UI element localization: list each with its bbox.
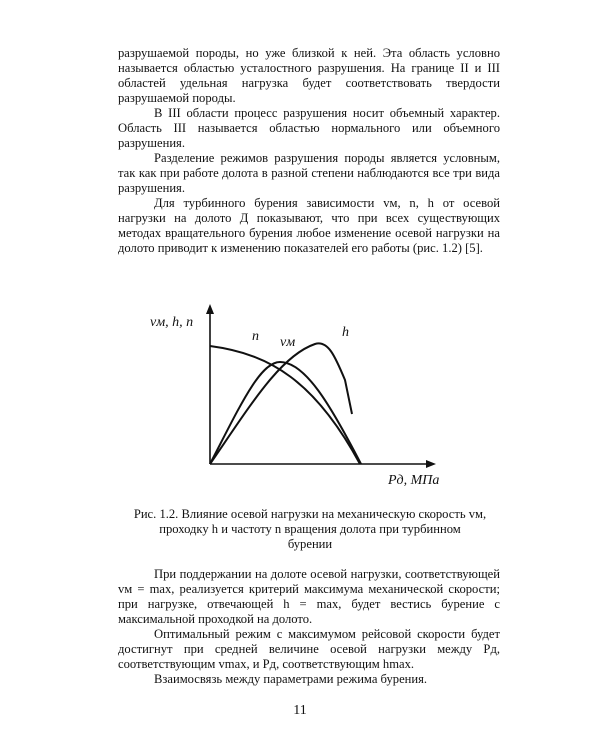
- paragraph-6: Оптимальный режим с максимумом рейсовой скорости будет достигнут при средней величине осевой нагрузки между Pд, соответствующим vmax, и Pд, соответствующим hmax.: [118, 627, 500, 671]
- curve-vm: [210, 362, 361, 464]
- x-axis-label: Pд, МПа: [388, 473, 440, 488]
- figure-plot: [130, 296, 470, 496]
- paragraph-5: При поддержании на долоте осевой нагрузки, соответствующей vм = max, реализуется критерий максимума механической скорости; при нагрузке, отвечающей h = max, будет вестись бурение с максимальной проходкой на долото.: [118, 567, 500, 626]
- figure-1-2: [130, 296, 470, 496]
- figure-caption: [110, 507, 510, 552]
- paragraph-3: Разделение режимов разрушения породы является условным, так как при работе долота в разной степени наблюдаются все три вида разрушения.: [118, 151, 500, 195]
- y-axis-arrow: [206, 304, 214, 314]
- curve-label-n: n: [252, 329, 259, 344]
- caption-line-3: бурении: [287, 537, 333, 551]
- x-axis-arrow: [426, 460, 436, 468]
- curve-label-h: h: [342, 325, 349, 340]
- paragraph-4: Для турбинного бурения зависимости vм, n, h от осевой нагрузки на долото Д показывают, что при всех существующих методах вращательного бурения любое изменение осевой нагрузки на долото приводит к изменению показателей его работы (рис. 1.2) [5].: [118, 196, 500, 255]
- caption-line-2: проходку h и частоту n вращения долота при турбинном: [159, 522, 461, 536]
- curve-label-vm: vм: [280, 335, 296, 350]
- caption-line-1: Рис. 1.2. Влияние осевой нагрузки на механическую скорость vм,: [133, 507, 487, 521]
- y-axis-label: vм, h, n: [150, 315, 194, 330]
- page-number: 11: [293, 703, 307, 718]
- top-text-block: [118, 46, 500, 256]
- bottom-text-block: [118, 567, 500, 687]
- paragraph-1: разрушаемой породы, но уже близкой к ней. Эта область условно называется областью усталостного разрушения. На границе II и III областей удельная нагрузка будет соответствовать твердости разрушаемой породы.: [118, 46, 500, 105]
- paragraph-7: Взаимосвязь между параметрами режима бурения.: [154, 672, 428, 686]
- paragraph-2: В III области процесс разрушения носит объемный характер. Область III называется областью нормального или объемного разрушения.: [118, 106, 500, 150]
